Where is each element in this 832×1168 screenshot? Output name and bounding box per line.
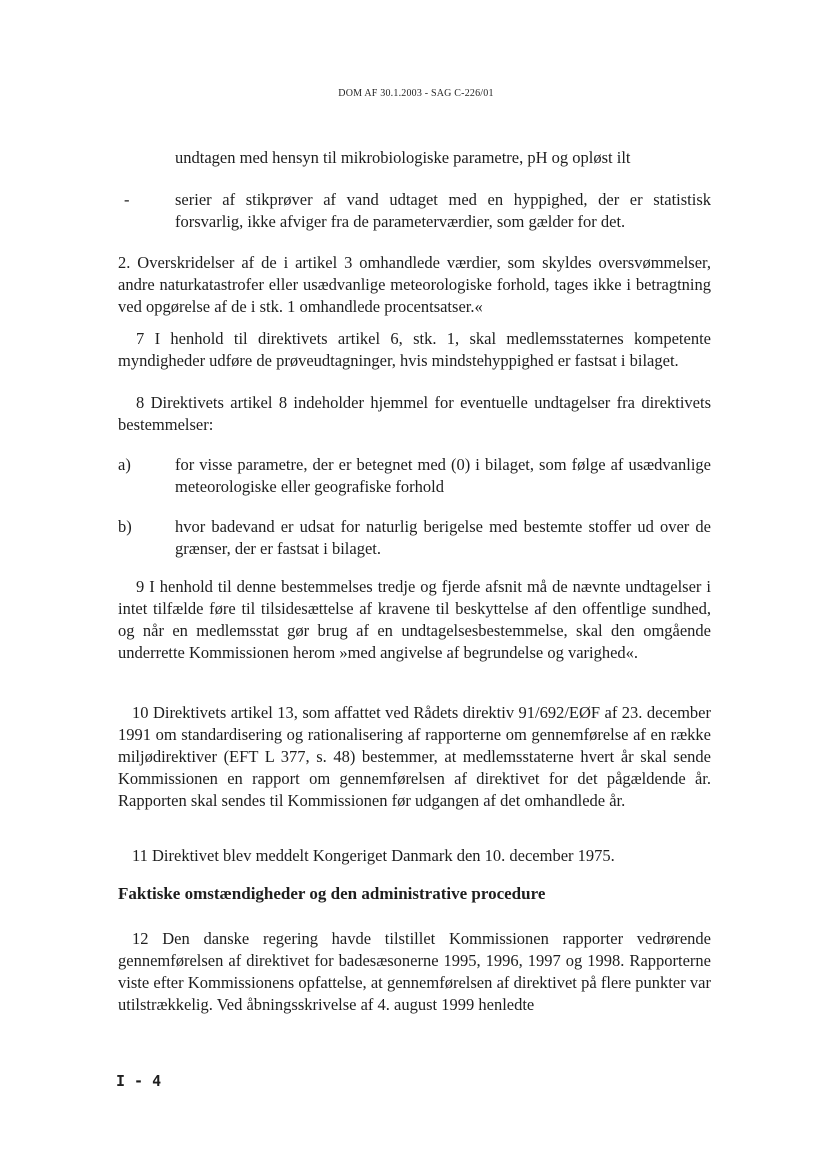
paragraph-7: 7 I henhold til direktivets artikel 6, stk. 1, skal medlemsstaternes kompetente myndigheder udføre de prøveudtagninger, hvis mindstehyppighed er fastsat i bilaget.: [118, 329, 711, 370]
paragraph-12: 12 Den danske regering havde tilstillet Kommissionen rapporter vedrørende gennemførelsen af direktivet for badesæsonerne 1995, 1996, 1997 og 1998. Rapporterne viste efter Kommissionens opfattelse, at gennemførelsen af direktivet på flere punkter var utilstrækkelig. Ved åbningsskrivelse af 4. august 1999 henledte: [118, 929, 711, 1014]
paragraph-8: 8 Direktivets artikel 8 indeholder hjemmel for eventuelle undtagelser fra direktivets bestemmelser:: [118, 393, 711, 434]
item-a-marker: a): [118, 455, 131, 474]
dash-marker: -: [124, 190, 130, 209]
paragraph-9: 9 I henhold til denne bestemmelses tredje og fjerde afsnit må de nævnte undtagelser i intet tilfælde føre til tilsidesættelse af kravene til beskyttelse af den offentlige sundhed, og når en medlemsstat gør brug af en undtagelsesbestemmelse, skal den omgående underrette Kommissionen herom »med angivelse af begrundelse og varighed«.: [118, 577, 711, 662]
paragraph-2: 2. Overskridelser af de i artikel 3 omhandlede værdier, som skyldes oversvømmelser, andre naturkatastrofer eller usædvanlige meteorologiske forhold, tages ikke i betragtning ved opgørelse af de i stk. 1 omhandlede procentsatser.«: [118, 253, 711, 316]
paragraph-10: 10 Direktivets artikel 13, som affattet ved Rådets direktiv 91/692/EØF af 23. december 1991 om standardisering og rationalisering af rapporterne om gennemførelse af en række miljødirektiver (EFT L 377, s. 48) bestemmer, at medlemsstaterne hvert år skal sende Kommissionen en rapport om gennemførelsen af direktivet for det pågældende år. Rapporten skal sendes til Kommissionen før udgangen af det omhandlede år.: [118, 703, 711, 810]
item-b-marker: b): [118, 517, 132, 536]
item-a: for visse parametre, der er betegnet med (0) i bilaget, som følge af usædvanlige meteorologiske eller geografiske forhold: [175, 455, 711, 496]
page-number: I - 4: [116, 1072, 162, 1090]
paragraph-11: 11 Direktivet blev meddelt Kongeriget Danmark den 10. december 1975.: [132, 846, 615, 865]
continuation-line: undtagen med hensyn til mikrobiologiske parametre, pH og opløst ilt: [175, 148, 631, 167]
section-heading: Faktiske omstændigheder og den administrative procedure: [118, 884, 546, 903]
page-header: DOM AF 30.1.2003 - SAG C-226/01: [338, 88, 494, 99]
item-b: hvor badevand er udsat for naturlig berigelse med bestemte stoffer ud over de grænser, der er fastsat i bilaget.: [175, 517, 711, 558]
dash-item: serier af stikprøver af vand udtaget med en hyppighed, der er statistisk forsvarlig, ikke afviger fra de parameterværdier, som gælder for det.: [175, 190, 711, 231]
